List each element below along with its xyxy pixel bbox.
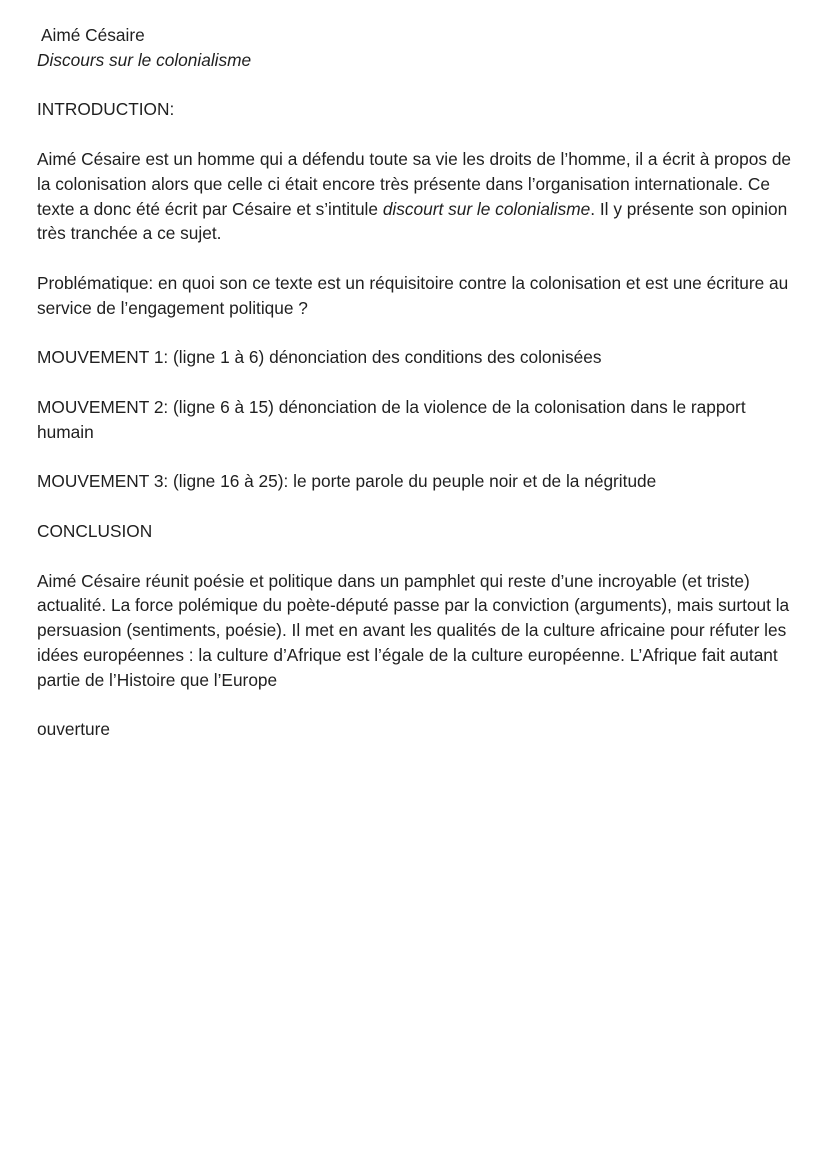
author-name: Aimé Césaire — [41, 25, 145, 45]
spacer — [37, 693, 797, 718]
work-title: Discours sur le colonialisme — [37, 49, 252, 70]
movement-3: MOUVEMENT 3: (ligne 16 à 25): le porte parole du peuple noir et de la négritude — [37, 471, 657, 492]
ouverture-heading: ouverture — [37, 719, 111, 740]
introduction-italic-title: discourt sur le colonialisme — [382, 198, 591, 219]
spacer — [37, 370, 797, 395]
problematique-paragraph: Problématique: en quoi son ce texte est un réquisitoire contre la colonisation et est une écriture au service de l’engagement politique ? — [37, 272, 789, 318]
movement-2: MOUVEMENT 2: (ligne 6 à 15) dénonciation de la violence de la colonisation dans le rapport humain — [37, 396, 746, 442]
spacer — [37, 445, 797, 470]
document-page — [37, 23, 797, 742]
conclusion-heading: CONCLUSION — [37, 520, 153, 541]
conclusion-paragraph: Aimé Césaire réunit poésie et politique dans un pamphlet qui reste d’une incroyable (et triste) actualité. La force polémique du poète-député passe par la conviction (arguments), mais surtout la persuasion (sentiments, poésie). Il met en avant les qualités de la culture africaine pour réfuter les idées européennes : la culture d’Afrique est l’égale de la culture européenne. L’Afrique fait autant partie de l’Histoire que l’Europe — [37, 570, 790, 690]
spacer — [37, 494, 797, 519]
introduction-text-part-2: . Il y présente son opinion très tranchée a ce sujet. — [37, 198, 788, 244]
movement-1: MOUVEMENT 1: (ligne 1 à 6) dénonciation des conditions des colonisées — [37, 347, 602, 368]
introduction-heading: INTRODUCTION: — [37, 99, 175, 120]
spacer — [37, 122, 797, 147]
spacer — [37, 544, 797, 569]
spacer — [37, 246, 797, 271]
spacer — [37, 73, 797, 98]
spacer — [37, 321, 797, 346]
introduction-paragraph — [37, 147, 797, 246]
introduction-text-part-1: Aimé Césaire est un homme qui a défendu toute sa vie les droits de l’homme, il a écrit à propos de la colonisation alors que celle ci était encore très présente dans l’organisation internationale. Ce texte a donc été écrit par Césaire et s’intitule — [37, 148, 792, 219]
